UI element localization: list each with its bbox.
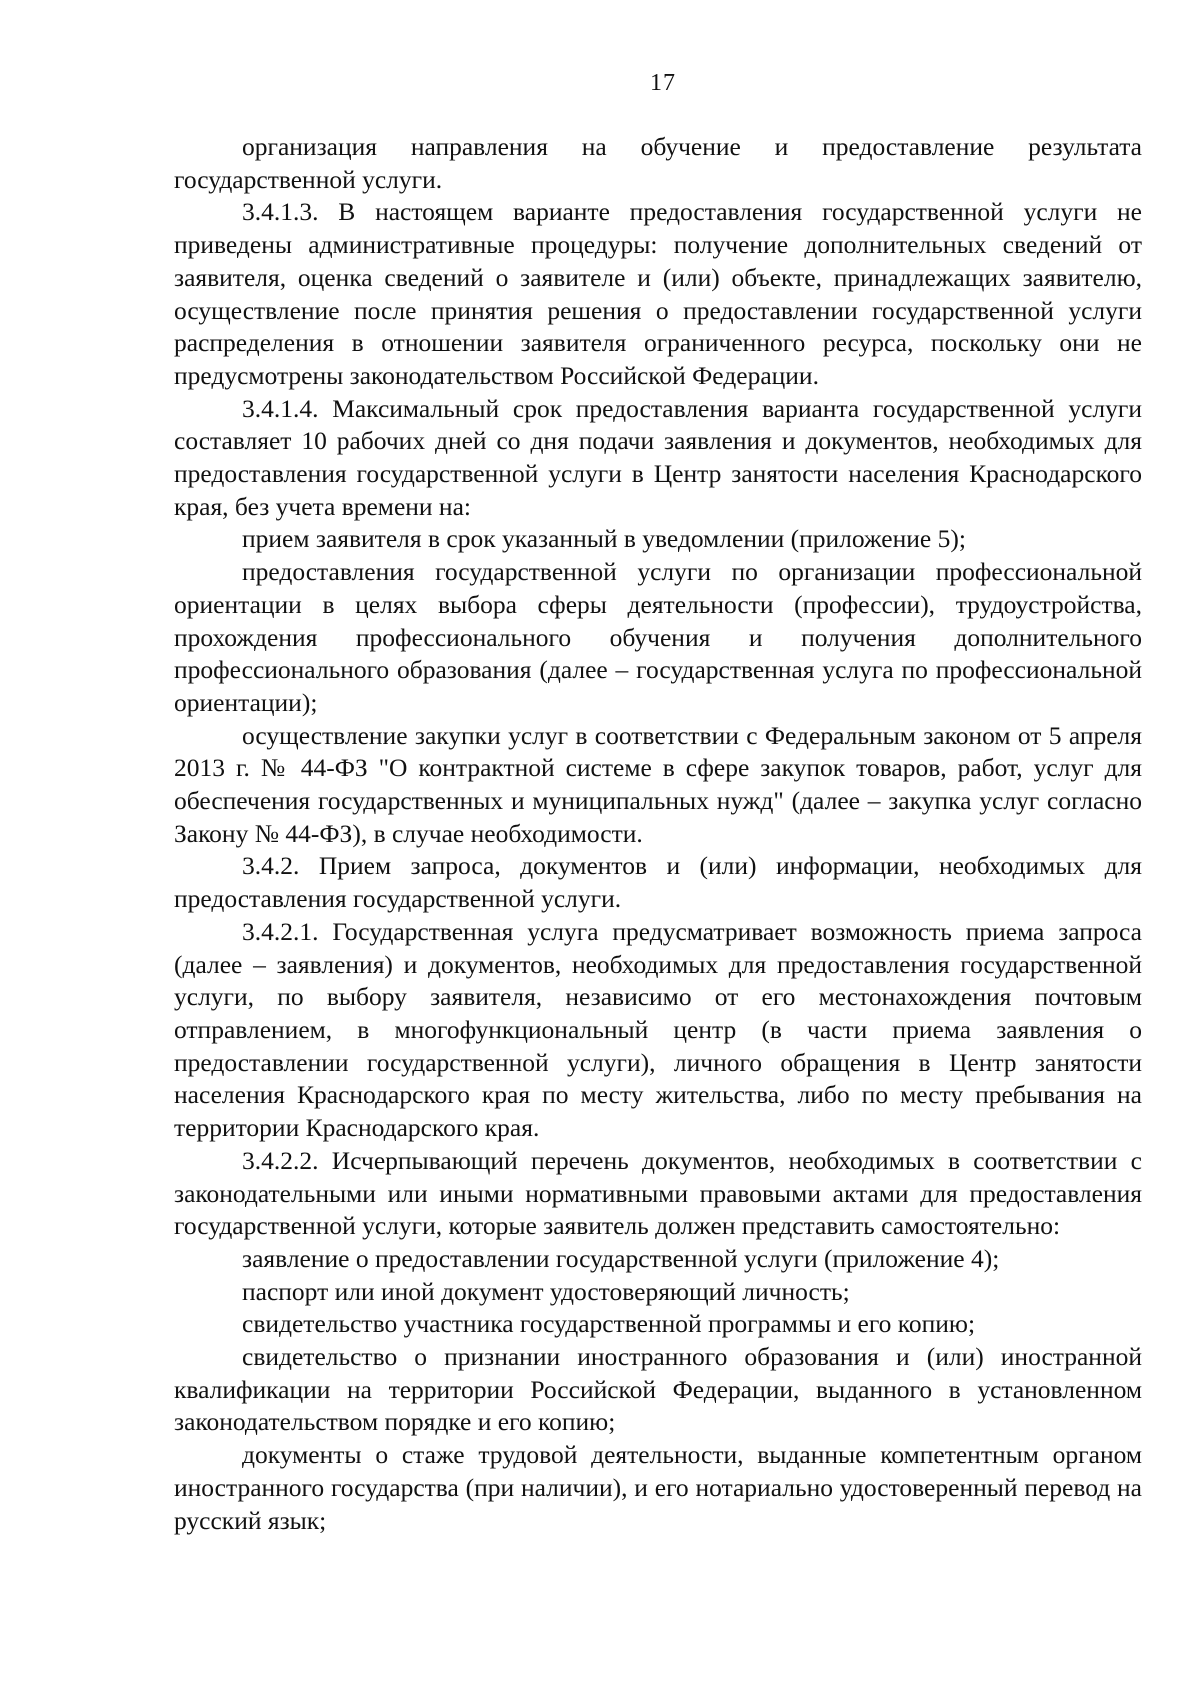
list-item: паспорт или иной документ удостоверяющий личность; (242, 1276, 850, 1306)
document-body (174, 131, 1142, 1537)
paragraph-3-4-2: 3.4.2. Прием запроса, документов и (или) информации, необходимых для предоставления государственной услуги. (174, 851, 1142, 914)
list-item: документы о стаже трудовой деятельности, выданные компетентным органом иностранного государства (при наличии), и его нотариально удостоверенный перевод на русский язык; (174, 1440, 1142, 1535)
list-item: осуществление закупки услуг в соответствии с Федеральным законом от 5 апреля 2013 г. № 44-ФЗ "О контрактной системе в сфере закупок товаров, работ, услуг для обеспечения государственных и муниципальных нужд" (далее – закупка услуг согласно Закону № 44-ФЗ), в случае необходимости. (174, 720, 1142, 848)
list-item: свидетельство о признании иностранного образования и (или) иностранной квалификации на территории Российской Федерации, выданного в установленном законодательством порядке и его копию; (174, 1342, 1142, 1437)
list-item: прием заявителя в срок указанный в уведомлении (приложение 5); (242, 524, 966, 554)
list-item: свидетельство участника государственной программы и его копию; (242, 1309, 976, 1339)
page-number: 17 (650, 70, 676, 96)
list-item: предоставления государственной услуги по организации профессиональной ориентации в целях выбора сферы деятельности (профессии), трудоустройства, прохождения профессионального обучения и получения дополнительного профессионального образования (далее – государственная услуга по профессиональной ориентации); (174, 557, 1142, 717)
paragraph-3-4-1-4: 3.4.1.4. Максимальный срок предоставления варианта государственной услуги составляет 10 рабочих дней со дня подачи заявления и документов, необходимых для предоставления государственной услуги в Центр занятости населения Краснодарского края, без учета времени на: (174, 393, 1142, 521)
paragraph-3-4-1-3: 3.4.1.3. В настоящем варианте предоставления государственной услуги не приведены административные процедуры: получение дополнительных сведений от заявителя, оценка сведений о заявителе и (или) объекте, принадлежащих заявителю, осуществление после принятия решения о предоставлении государственной услуги распределения в отношении заявителя ограниченного ресурса, поскольку они не предусмотрены законодательством Российской Федерации. (174, 197, 1142, 390)
paragraph-3-4-2-1: 3.4.2.1. Государственная услуга предусматривает возможность приема запроса (далее – заявления) и документов, необходимых для предоставления государственной услуги, по выбору заявителя, независимо от его местонахождения почтовым отправлением, в многофункциональный центр (в части приема заявления о предоставлении государственной услуги), личного обращения в Центр занятости населения Краснодарского края по месту жительства, либо по месту пребывания на территории Краснодарского края. (174, 916, 1142, 1143)
paragraph-continuation: организация направления на обучение и предоставление результата государственной услуги. (174, 132, 1142, 194)
paragraph-3-4-2-2: 3.4.2.2. Исчерпывающий перечень документов, необходимых в соответствии с законодательными или иными нормативными правовыми актами для предоставления государственной услуги, которые заявитель должен представить самостоятельно: (174, 1145, 1142, 1241)
list-item: заявление о предоставлении государственной услуги (приложение 4); (242, 1243, 1000, 1273)
